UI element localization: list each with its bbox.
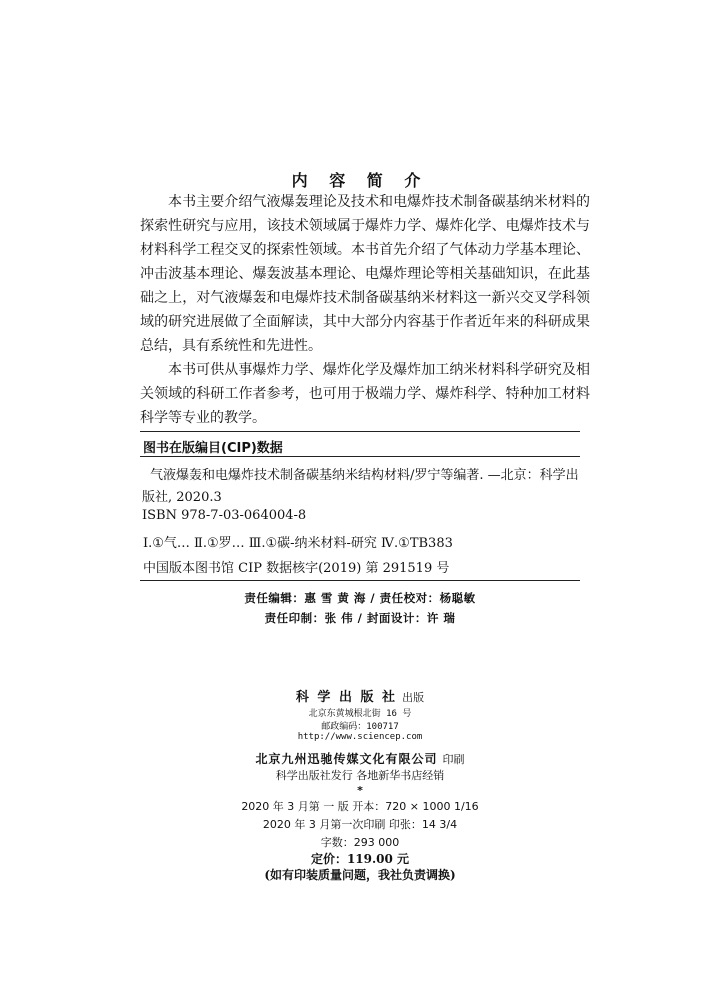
printer-name: 北京九州迅驰传媒文化有限公司	[255, 752, 438, 766]
publisher-suffix: 出版	[402, 691, 425, 704]
distribution: 科学出版社发行 各地新华书店经销	[275, 769, 445, 782]
printer-suffix: 印刷	[442, 753, 465, 766]
credits-editors: 责任编辑：惠 雪 黄 海 / 责任校对：杨聪敏	[244, 591, 476, 605]
para1-line: 材料科学工程交叉的探索性领域。本书首先介绍了气体动力学基本理论、	[140, 242, 590, 258]
para1-line: 础之上，对气液爆轰和电爆炸技术制备碳基纳米材料这一新兴交叉学科领	[140, 290, 590, 306]
para1-line: 冲击波基本理论、爆轰波基本理论、电爆炸理论等相关基础知识，在此基	[140, 266, 590, 282]
summary-title: 内 容 简 介	[291, 171, 429, 190]
cip-bibliographic-line: 气液爆轰和电爆炸技术制备碳基纳米结构材料/罗宁等编著. —北京：科学出	[150, 468, 579, 483]
cip-top-rule	[140, 431, 580, 432]
word-count: 字数：293 000	[320, 836, 400, 849]
edition-info: 2020 年 3 月第 一 版 开本：720 × 1000 1/16	[241, 800, 479, 813]
printing-info: 2020 年 3 月第一次印刷 印张：14 3/4	[262, 818, 458, 831]
para2-line: 科学等专业的教学。	[140, 410, 266, 426]
para1-line: 本书主要介绍气液爆轰理论及技术和电爆炸技术制备碳基纳米材料的	[168, 194, 590, 210]
cip-heading: 图书在版编目(CIP)数据	[143, 441, 283, 456]
cip-bottom-rule	[140, 580, 580, 581]
para2-line: 本书可供从事爆炸力学、爆炸化学及爆炸加工纳米材料科学研究及相	[168, 362, 590, 378]
cip-bibliographic-line-2: 版社, 2020.3	[142, 490, 222, 505]
para1-line: 探索性研究与应用，该技术领域属于爆炸力学、爆炸化学、电爆炸技术与	[140, 218, 590, 234]
publisher-line	[0, 686, 720, 705]
summary-paragraph-2	[140, 358, 590, 430]
cip-classification: Ⅰ.①气… Ⅱ.①罗… Ⅲ.①碳-纳米材料-研究 Ⅳ.①TB383	[143, 536, 453, 551]
publisher-website: http://www.sciencep.com	[297, 732, 423, 742]
quality-note: (如有印装质量问题，我社负责调换)	[264, 868, 456, 882]
cip-isbn: ISBN 978-7-03-064004-8	[142, 508, 307, 523]
printer-line	[0, 748, 720, 767]
cip-number: 中国版本图书馆 CIP 数据核字(2019) 第 291519 号	[143, 561, 450, 576]
para1-line: 域的研究进展做了全面解读，其中大部分内容基于作者近年来的科研成果	[140, 314, 590, 330]
price: 定价：119.00 元	[310, 852, 410, 866]
publisher-address: 北京东黄城根北街 16 号	[308, 709, 412, 719]
summary-paragraph-1	[140, 190, 590, 358]
publisher-postcode: 邮政编码：100717	[321, 722, 399, 732]
separator-star: *	[357, 784, 363, 797]
credits-printing: 责任印制：张 伟 / 封面设计：许 瑞	[264, 611, 456, 625]
para1-line: 总结，具有系统性和先进性。	[140, 338, 322, 354]
para2-line: 关领域的科研工作者参考，也可用于极端力学、爆炸科学、特种加工材料	[140, 386, 590, 402]
publisher-name: 科 学 出 版 社	[295, 690, 397, 705]
cip-heading-rule	[140, 456, 580, 457]
